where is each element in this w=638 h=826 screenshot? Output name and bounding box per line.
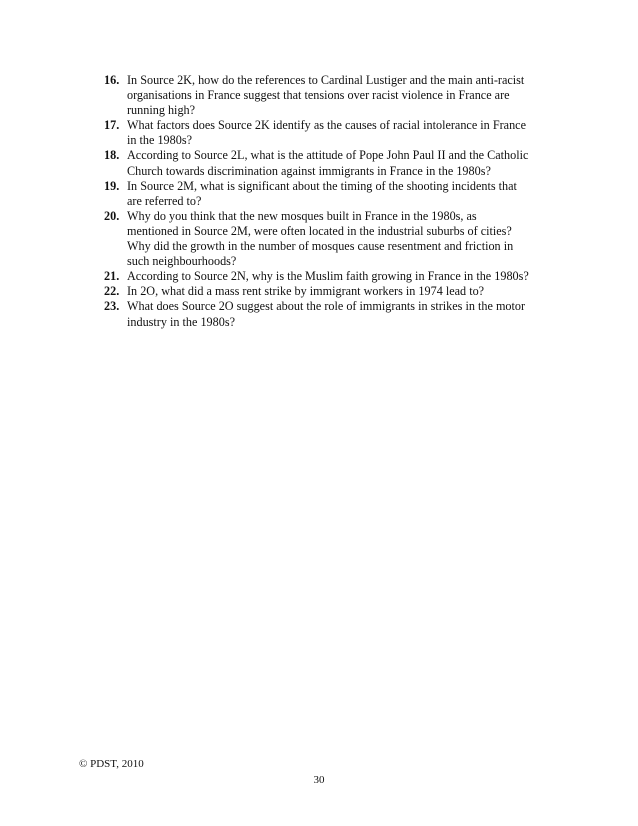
question-text (127, 118, 554, 148)
question-line: organisations in France suggest that tensions over racist violence in France are (127, 88, 510, 103)
question-line: What does Source 2O suggest about the role of immigrants in strikes in the motor (127, 299, 526, 314)
question-line: In Source 2K, how do the references to Cardinal Lustiger and the main anti-racist (127, 73, 525, 87)
question-item (104, 179, 554, 209)
question-item (104, 118, 554, 148)
question-line: industry in the 1980s? (127, 314, 235, 329)
question-number: 23. (104, 299, 120, 314)
question-number: 16. (104, 73, 120, 87)
question-item (104, 209, 554, 269)
question-number: 21. (104, 269, 120, 284)
question-line: Why do you think that the new mosques built in France in the 1980s, as (127, 208, 477, 223)
question-line: Church towards discrimination against immigrants in France in the 1980s? (127, 163, 491, 178)
question-text (127, 73, 554, 118)
question-line: According to Source 2N, why is the Muslim faith growing in France in the 1980s? (127, 269, 529, 284)
question-text (127, 284, 554, 299)
question-item (104, 269, 554, 284)
question-number: 19. (104, 178, 120, 193)
question-text (127, 269, 554, 284)
question-number: 22. (104, 284, 120, 299)
question-item (104, 73, 554, 118)
question-line: In Source 2M, what is significant about the timing of the shooting incidents that (127, 178, 517, 193)
question-item (104, 299, 554, 329)
question-number: 18. (104, 148, 120, 163)
question-line: Why did the growth in the number of mosques cause resentment and friction in (127, 239, 514, 254)
copyright-notice: © PDST, 2010 (79, 758, 144, 770)
question-number: 17. (104, 118, 120, 133)
question-line: mentioned in Source 2M, were often located in the industrial suburbs of cities? (127, 223, 512, 238)
question-list (104, 73, 554, 330)
question-text (127, 209, 554, 269)
question-line: running high? (127, 103, 196, 118)
question-text (127, 148, 554, 178)
question-text (127, 299, 554, 329)
question-line: such neighbourhoods? (127, 254, 237, 269)
question-line: in the 1980s? (127, 133, 192, 148)
question-number: 20. (104, 208, 120, 223)
page-number: 30 (313, 774, 325, 786)
question-line: According to Source 2L, what is the attitude of Pope John Paul II and the Catholic (127, 148, 529, 163)
question-item (104, 284, 554, 299)
question-item (104, 148, 554, 178)
question-line: In 2O, what did a mass rent strike by immigrant workers in 1974 lead to? (127, 284, 485, 299)
question-text (127, 179, 554, 209)
question-line: are referred to? (127, 193, 202, 208)
question-line: What factors does Source 2K identify as the causes of racial intolerance in France (127, 118, 526, 133)
